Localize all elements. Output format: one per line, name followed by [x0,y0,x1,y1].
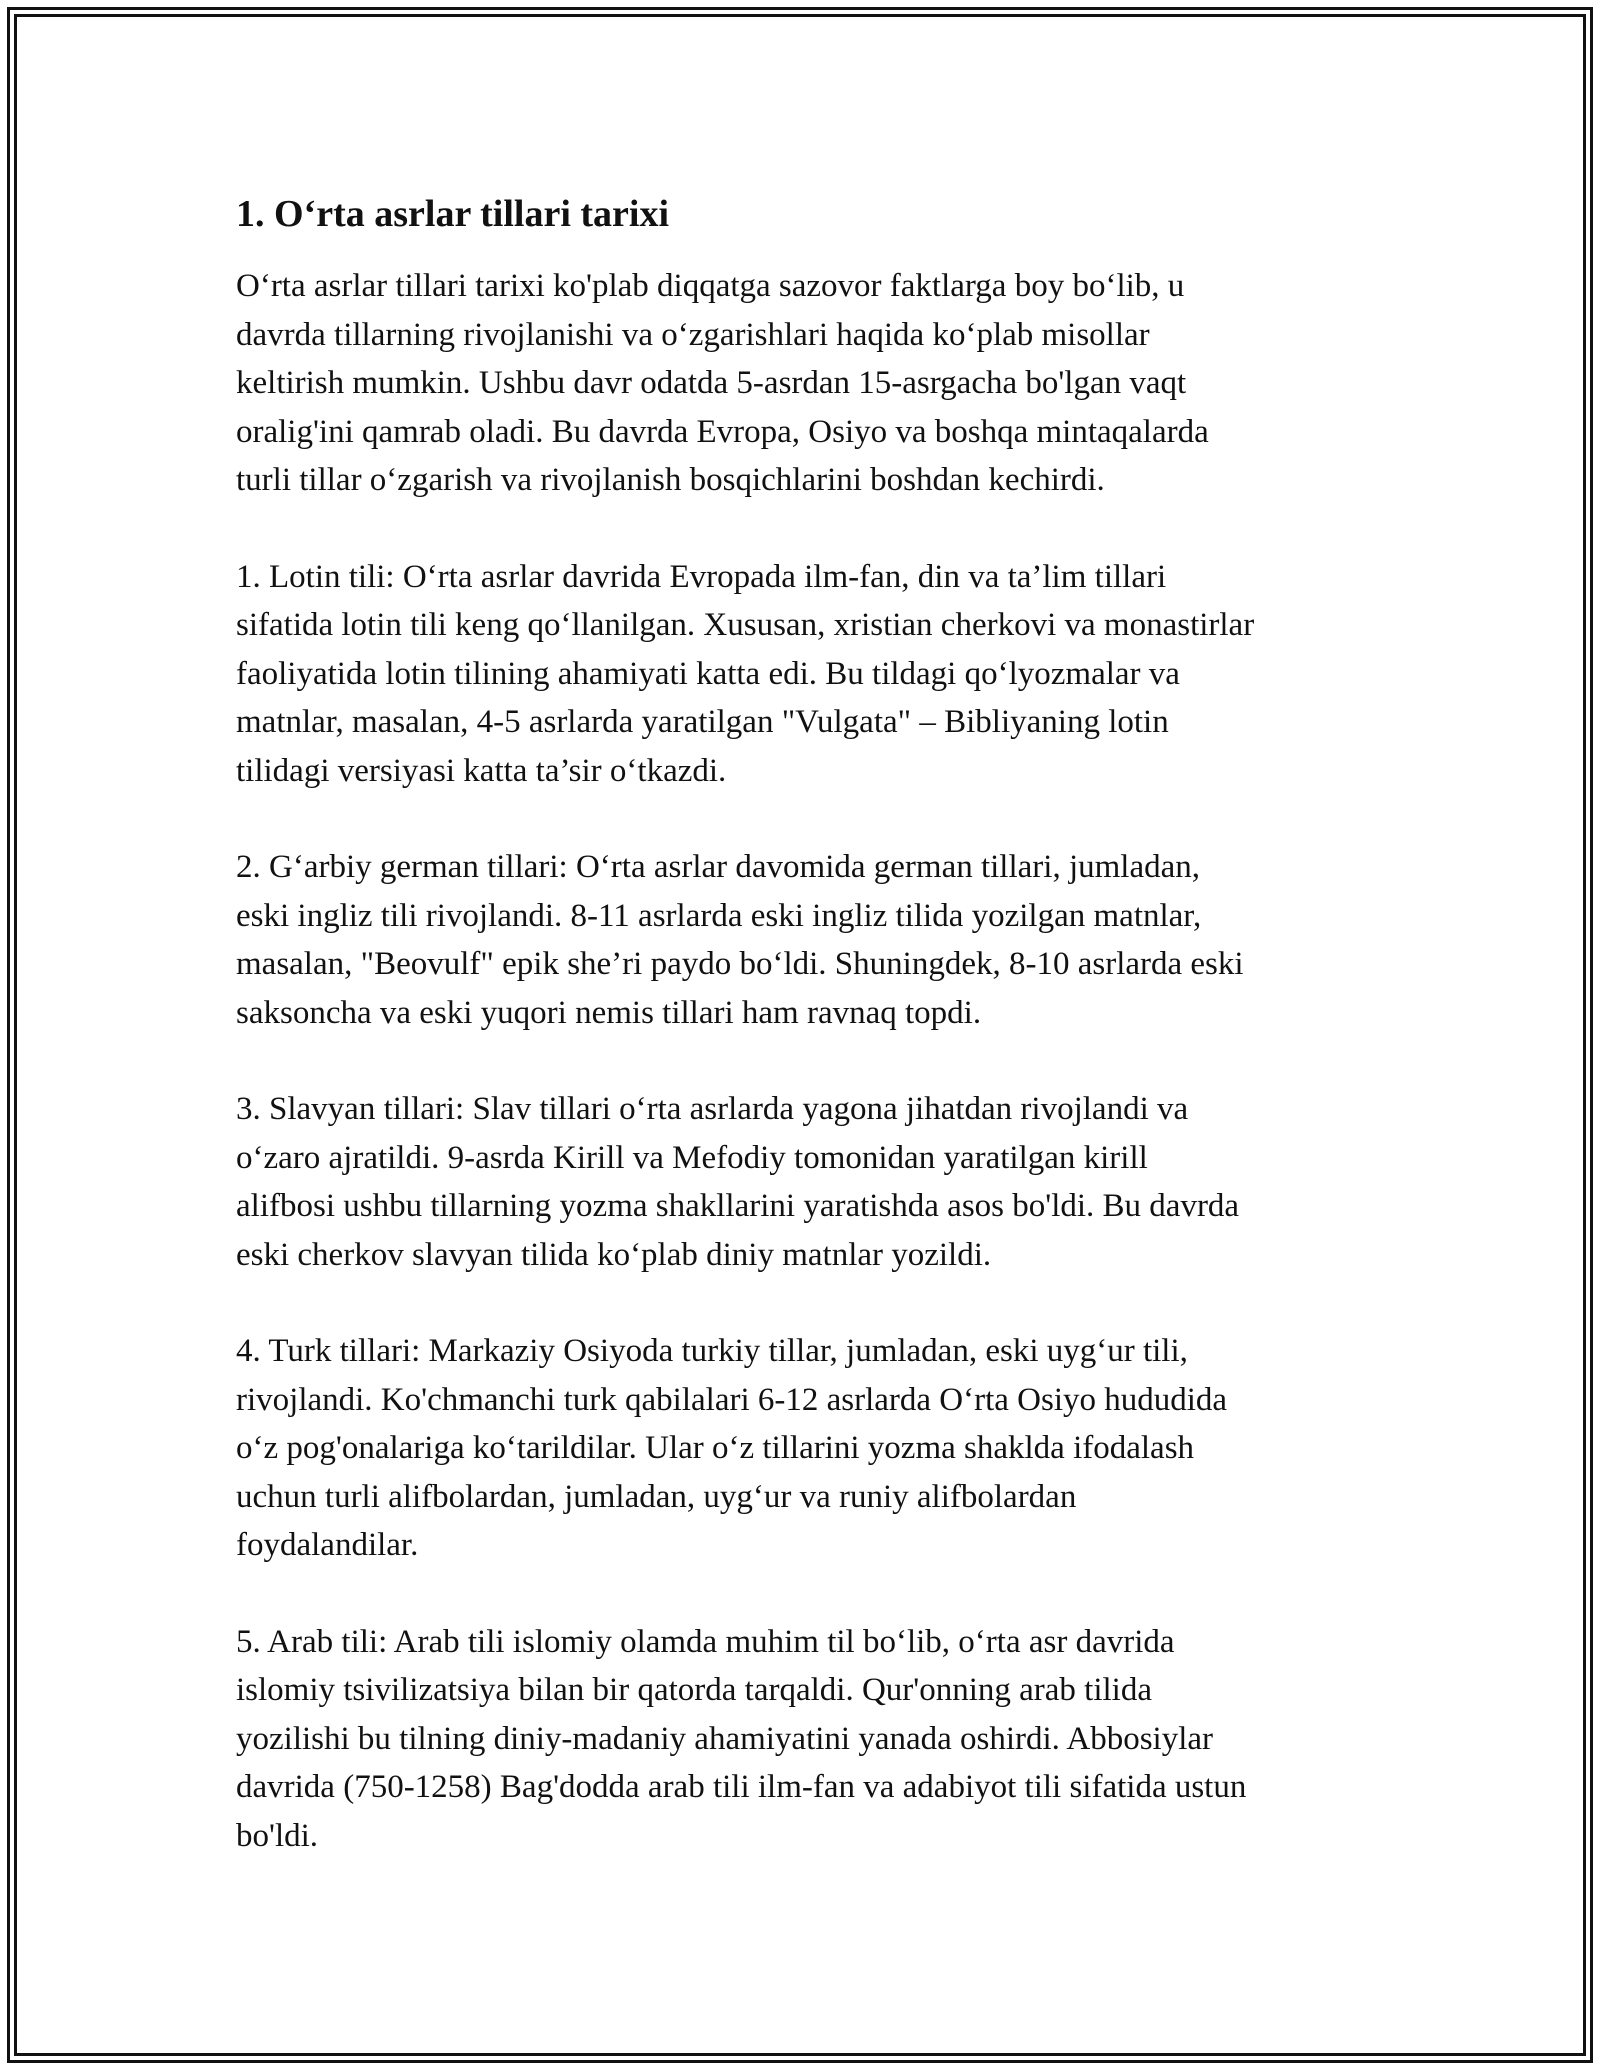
intro-paragraph: O‘rta asrlar tillari tarixi ko'plab diqqatga sazovor faktlarga boy bo‘lib, u davrda tillarning rivojlanishi va o‘zgarishlari haqida ko‘plab misollar keltirish mumkin. Ushbu davr odatda 5-asrdan 15-asrgacha bo'lgan vaqt oralig'ini qamrab oladi. Bu davrda Evropa, Osiyo va boshqa mintaqalarda turli tillar o‘zgarish va rivojlanish bosqichlarini boshdan kechirdi. [236,268,1209,498]
document-body [236,188,1396,1908]
paragraph-turkic: 4. Turk tillari: Markaziy Osiyoda turkiy tillar, jumladan, eski uyg‘ur tili, rivojlandi. Ko'chmanchi turk qabilalari 6-12 asrlarda O‘rta Osiyo hududida o‘z pog'onalariga ko‘tarildilar. Ular o‘z tillarini yozma shaklda ifodalash uchun turli alifbolardan, jumladan, uyg‘ur va runiy alifbolardan foydalandilar. [236,1333,1228,1563]
document-title: 1. O‘rta asrlar tillari tarixi [236,193,670,235]
paragraph-slavic: 3. Slavyan tillari: Slav tillari o‘rta asrlarda yagona jihatdan rivojlandi va o‘zaro ajratildi. 9-asrda Kirill va Mefodiy tomonidan yaratilgan kirill alifbosi ushbu tillarning yozma shakllarini yaratishda asos bo'ldi. Bu davrda eski cherkov slavyan tilida ko‘plab diniy matnlar yozildi. [236,1091,1240,1273]
paragraph-arabic: 5. Arab tili: Arab tili islomiy olamda muhim til bo‘lib, o‘rta asr davrida islomiy tsivilizatsiya bilan bir qatorda tarqaldi. Qur'onning arab tilida yozilishi bu tilning diniy-madaniy ahamiyatini yanada oshirdi. Abbosiylar davrida (750-1258) Bag'dodda arab tili ilm-fan va adabiyot tili sifatida ustun bo'ldi. [236,1623,1247,1854]
paragraph-west-germanic: 2. G‘arbiy german tillari: O‘rta asrlar davomida german tillari, jumladan, eski ingliz tili rivojlandi. 8-11 asrlarda eski ingliz tilida yozilgan matnlar, masalan, "Beovulf" epik she’ri paydo bo‘ldi. Shuningdek, 8-10 asrlarda eski saksoncha va eski yuqori nemis tillari ham ravnaq topdi. [236,849,1244,1031]
paragraph-latin: 1. Lotin tili: O‘rta asrlar davrida Evropada ilm-fan, din va ta’lim tillari sifatida lotin tili keng qo‘llanilgan. Xususan, xristian cherkovi va monastirlar faoliyatida lotin tilining ahamiyati katta edi. Bu tildagi qo‘lyozmalar va matnlar, masalan, 4-5 asrlarda yaratilgan "Vulgata" – Bibliyaning lotin tilidagi versiyasi katta ta’sir o‘tkazdi. [236,558,1255,789]
